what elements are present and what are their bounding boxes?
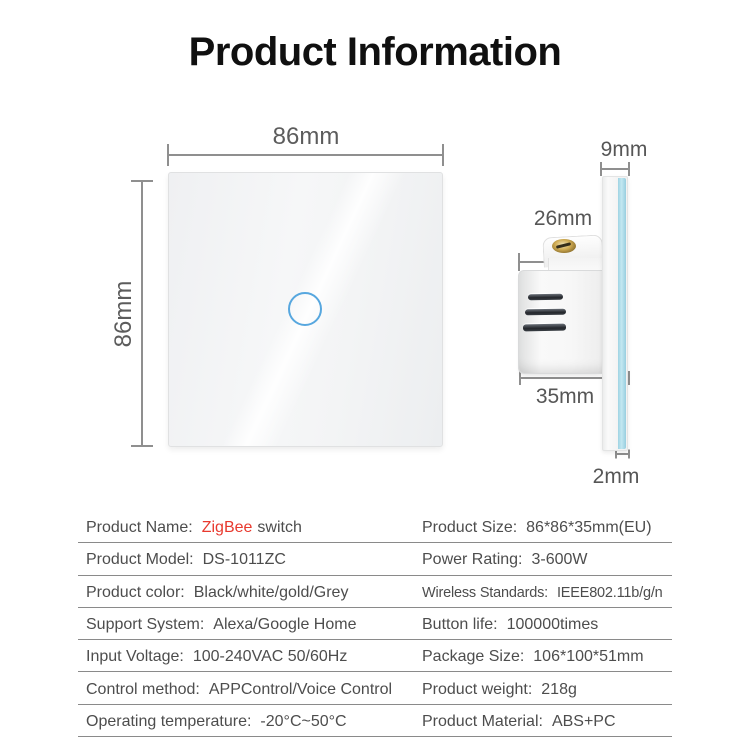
side-module-depth-dimension-label: 35mm — [535, 385, 595, 408]
spec-cell-input-voltage — [78, 648, 422, 666]
spec-cell-button-life — [422, 616, 672, 634]
spec-label: Product Size: — [422, 519, 518, 537]
spec-cell-product-name — [78, 519, 422, 537]
spec-label: Product Name: — [86, 519, 193, 537]
spec-value-highlight: ZigBee — [201, 519, 253, 537]
spec-cell-power-rating — [422, 551, 672, 569]
spec-table — [78, 511, 672, 737]
switch-module-body — [518, 270, 603, 374]
spec-value: 218g — [541, 680, 577, 698]
spec-value: Black/white/gold/Grey — [193, 583, 349, 601]
spec-cell-product-weight — [422, 681, 672, 699]
spec-label: Product weight: — [422, 680, 533, 698]
spec-label: Product Material: — [422, 712, 543, 730]
spec-cell-operating-temperature — [78, 713, 422, 731]
spec-value: 106*100*51mm — [533, 648, 644, 666]
spec-label: Package Size: — [422, 648, 525, 666]
side-thickness-dimension-line — [600, 168, 630, 170]
spec-value: Alexa/Google Home — [213, 616, 357, 634]
vent-slot — [528, 294, 563, 301]
table-row — [78, 543, 672, 575]
side-module-top-dimension-label: 26mm — [533, 207, 593, 230]
spec-label: Power Rating: — [422, 551, 523, 569]
spec-value: 100-240VAC 50/60Hz — [192, 648, 348, 666]
switch-side-panel — [602, 176, 628, 451]
spec-label: Support System: — [86, 616, 205, 634]
glass-thickness-dimension-line — [615, 453, 630, 455]
glass-thickness-dimension-label: 2mm — [592, 465, 640, 488]
touch-circle-icon — [288, 292, 322, 326]
table-row — [78, 640, 672, 672]
spec-value: 100000times — [506, 616, 599, 634]
table-row — [78, 511, 672, 543]
spec-value: -20°C~50°C — [260, 712, 347, 730]
side-thickness-dimension-label: 9mm — [600, 138, 648, 161]
vent-slot — [523, 324, 566, 332]
spec-value: 3-600W — [531, 551, 588, 569]
table-row — [78, 672, 672, 704]
spec-value: switch — [257, 519, 302, 537]
spec-value: ABS+PC — [551, 712, 616, 730]
spec-value: IEEE802.11b/g/n — [556, 584, 663, 601]
spec-cell-wireless-standards — [422, 585, 672, 601]
spec-value: 86*86*35mm(EU) — [526, 519, 652, 537]
front-height-dimension-line — [141, 180, 143, 447]
front-width-dimension-label: 86mm — [272, 123, 340, 150]
spec-cell-product-model — [78, 551, 422, 569]
spec-label: Operating temperature: — [86, 712, 252, 730]
spec-label: Input Voltage: — [86, 648, 184, 666]
glass-edge — [618, 178, 626, 449]
spec-label: Control method: — [86, 680, 200, 698]
screw-icon — [552, 239, 576, 253]
table-row — [78, 608, 672, 640]
vent-slot — [525, 309, 566, 316]
spec-label: Wireless Standards: — [422, 584, 548, 601]
spec-label: Button life: — [422, 616, 498, 634]
spec-cell-support-system — [78, 616, 422, 634]
table-row — [78, 705, 672, 737]
spec-cell-product-color — [78, 584, 422, 602]
table-row — [78, 576, 672, 608]
spec-cell-product-size — [422, 519, 672, 537]
screw-slot — [556, 242, 571, 249]
spec-value: DS-1011ZC — [202, 551, 286, 569]
front-width-dimension-line — [167, 154, 444, 156]
spec-label: Product Model: — [86, 551, 194, 569]
front-height-dimension-label: 86mm — [110, 280, 137, 348]
spec-cell-product-material — [422, 713, 672, 731]
spec-label: Product color: — [86, 583, 185, 601]
page-title: Product Information — [188, 30, 562, 74]
spec-value: APPControl/Voice Control — [208, 680, 393, 698]
spec-cell-control-method — [78, 681, 422, 699]
switch-front-panel — [168, 172, 443, 447]
spec-cell-package-size — [422, 648, 672, 666]
